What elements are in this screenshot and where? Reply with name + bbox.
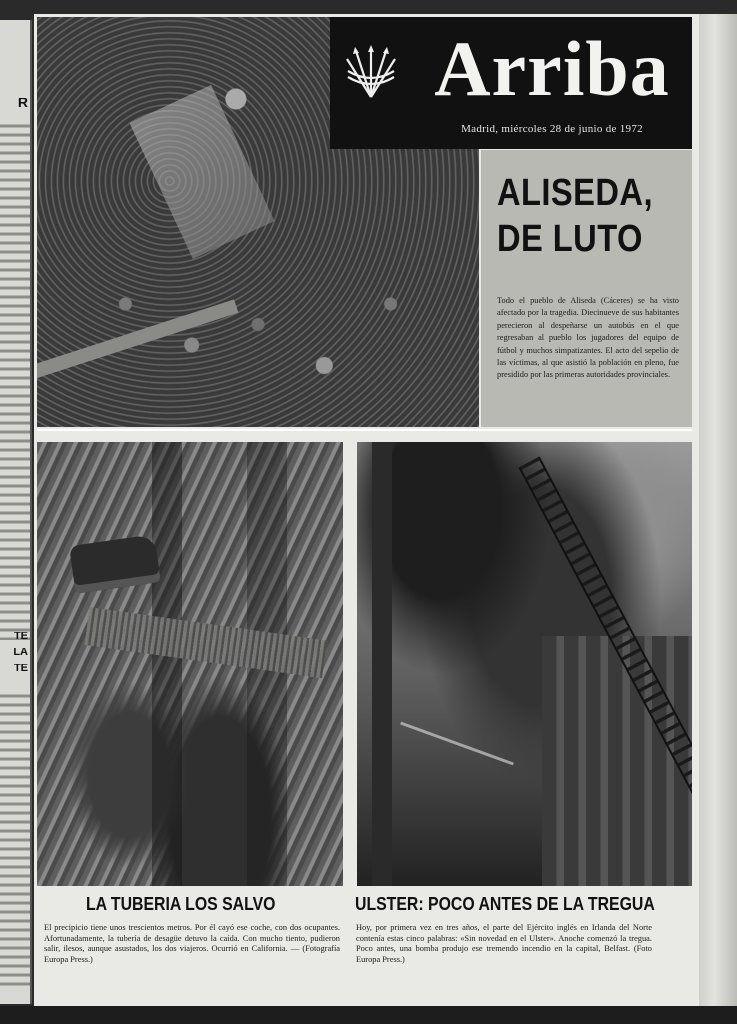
stranded-car xyxy=(69,534,161,594)
newspaper-front-page xyxy=(34,14,699,1006)
story-right-title: ULSTER: POCO ANTES DE LA TREGUA xyxy=(355,894,655,914)
newspaper-title: Arriba xyxy=(434,25,670,112)
story-right-body: Hoy, por primera vez en tres años, el parte del Ejército inglés en Irlanda del Norte contenía estas cinco palabras: «Sin novedad en el Ulster». Anoche comenzó la tregua. Poco antes, una bomba produjo ese tremendo incendio en la capital, Belfast. (Foto Europa Press.) xyxy=(356,923,652,964)
lead-headline xyxy=(497,170,660,262)
utility-pole xyxy=(372,442,392,886)
left-page-letter: LA xyxy=(13,648,28,657)
lead-story-box xyxy=(481,150,692,427)
story-left-body: El precipicio tiene unos trescientos metros. Por él cayó ese coche, con dos ocupantes. Afortunadamente, la tubería de desagüe detuvo la caída. Con mucho tiento, pudieron salir, ilesos, aunque asustados, los dos viajeros. Ocurrió en California. — (Fotografía Europa Press.) xyxy=(44,923,340,964)
lead-headline-line: ALISEDA, xyxy=(497,172,653,214)
page-stack-edge xyxy=(699,14,737,1006)
left-page-text-column xyxy=(0,690,30,990)
drain-pipe xyxy=(84,607,327,678)
foreground-beam xyxy=(37,299,238,380)
cliff-car-photo xyxy=(37,442,343,886)
issue-date: Madrid, miércoles 28 de junio de 1972 xyxy=(461,123,643,135)
yoke-and-arrows-icon xyxy=(342,45,400,99)
story-left-title: LA TUBERIA LOS SALVO xyxy=(86,894,276,914)
water-jet xyxy=(400,722,514,766)
funeral-procession xyxy=(130,85,275,259)
left-page-text-column xyxy=(0,120,30,640)
burning-building xyxy=(542,636,692,886)
lead-headline-line: DE LUTO xyxy=(497,218,643,260)
lead-story-body: Todo el pueblo de Aliseda (Cáceres) se ha visto afectado por la tragedia. Diecinueve de sus habitantes perecieron al despeñarse un autobús en el que regresaban al pueblo los jugadores del equipo de fútbol y muchos simpatizantes. El acto del sepelio de las víctimas, al que asistió la población en pleno, fue presidido por las primeras autoridades provinciales. xyxy=(497,296,679,380)
scan-bottom-edge xyxy=(0,1006,737,1024)
left-page-letter: TE xyxy=(13,632,28,641)
photo-shadow xyxy=(152,442,182,886)
adjacent-page-edge xyxy=(0,20,32,1004)
left-page-letter: TE xyxy=(13,664,28,673)
masthead xyxy=(330,17,692,149)
left-page-letter: R xyxy=(17,98,28,107)
belfast-fire-photo xyxy=(357,442,692,886)
section-divider xyxy=(37,429,692,431)
